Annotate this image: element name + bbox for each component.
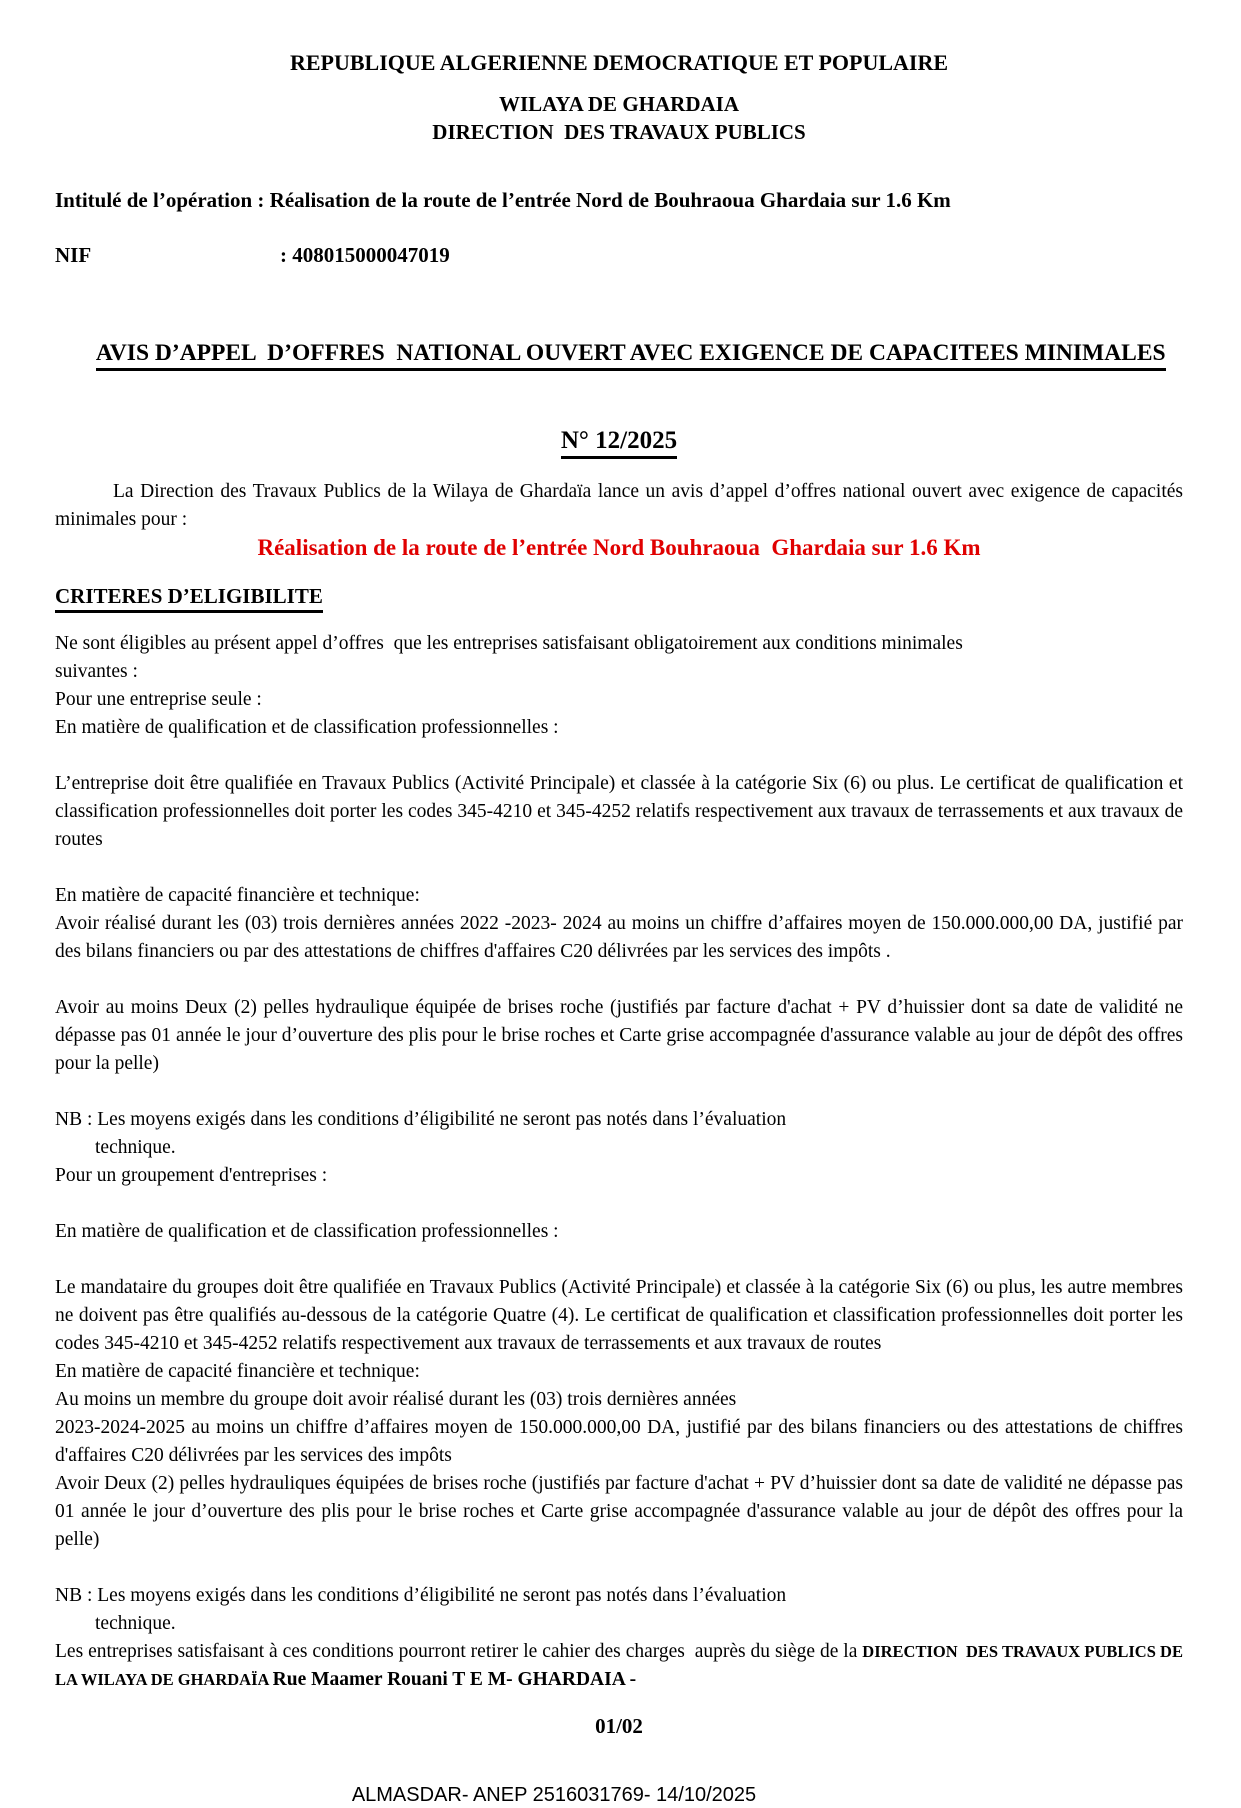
nif-row: [55, 242, 1183, 268]
group-equipment-text: Avoir Deux (2) pelles hydrauliques équipées de brises roche (justifiés par facture d'achat + PV d’huissier dont sa date de validité ne dépasse pas 01 année le jour d’ouverture des plis pour le brise roches et Carte grise accompagnée d'assurance valable au jour de dépôt des offres pour la pelle): [55, 1473, 1188, 1550]
single-qualification-text: L’entreprise doit être qualifiée en Travaux Publics (Activité Principale) et classée à la catégorie Six (6) ou plus. Le certificat de qualification et classification professionnelles doit porter les codes 345-4210 et 345-4252 relatifs respectivement aux travaux de terrassements et aux travaux de routes: [55, 773, 1188, 850]
operation-title-line: Intitulé de l’opération : Réalisation de la route de l’entrée Nord de Bouhraoua Ghardaia sur 1.6 Km: [55, 188, 951, 212]
nb-note-line2: technique.: [95, 1137, 176, 1158]
criteria-intro-line2: suivantes :: [55, 661, 138, 682]
group-financial-text: 2023-2024-2025 au moins un chiffre d’affaires moyen de 150.000.000,00 DA, justifié par des bilans financiers ou des attestations de chiffres d'affaires C20 délivrées par les services des impôts: [55, 1417, 1188, 1466]
criteria-heading: CRITERES D’ELIGIBILITE: [55, 582, 1183, 610]
project-title-red: Réalisation de la route de l’entrée Nord Bouhraoua Ghardaia sur 1.6 Km: [257, 535, 981, 560]
page-number: 01/02: [595, 1714, 643, 1738]
group-financial-heading: En matière de capacité financière et technique:: [55, 1361, 420, 1382]
single-equipment-text: Avoir au moins Deux (2) pelles hydraulique équipée de brises roche (justifiés par facture d'achat + PV d’huissier dont sa date de validité ne dépasse pas 01 année le jour d’ouverture des plis pour le brise roches et Carte grise accompagnée d'assurance valable au jour de dépôt des offres pour la pelle): [55, 997, 1188, 1074]
withdrawal-text-regular: Les entreprises satisfaisant à ces conditions pourront retirer le cahier des charges auprès du siège de la: [55, 1641, 863, 1662]
single-financial-heading: En matière de capacité financière et technique:: [55, 885, 420, 906]
nb-note-line1: NB : Les moyens exigés dans les conditions d’éligibilité ne seront pas notés dans l’évaluation: [55, 1109, 787, 1130]
notice-intro: La Direction des Travaux Publics de la Wilaya de Ghardaïa lance un avis d’appel d’offres national ouvert avec exigence de capacités minimales pour :: [55, 481, 1188, 530]
notice-number: N° 12/2025: [55, 426, 1183, 456]
nif-value: : 408015000047019: [280, 243, 450, 267]
group-qualification-heading: En matière de qualification et de classification professionnelles :: [55, 1221, 559, 1242]
nif-label: NIF: [55, 243, 92, 267]
header-direction: DIRECTION DES TRAVAUX PUBLICS: [432, 120, 806, 144]
header-wilaya: WILAYA DE GHARDAIA: [498, 92, 739, 116]
criteria-intro-line1: Ne sont éligibles au présent appel d’offres que les entreprises satisfaisant obligatoirement aux conditions minimales: [55, 633, 963, 654]
single-company-heading: Pour une entreprise seule :: [55, 689, 262, 710]
nb-note2-line2: technique.: [95, 1613, 176, 1634]
withdrawal-paragraph: [55, 1638, 1188, 1694]
single-financial-text: Avoir réalisé durant les (03) trois dernières années 2022 -2023- 2024 au moins un chiffre d’affaires moyen de 150.000.000,00 DA, justifié par des bilans financiers ou par des attestations de chiffres d'affaires C20 délivrées par les services des impôts .: [55, 913, 1188, 962]
notice-title: AVIS D’APPEL D’OFFRES NATIONAL OUVERT AVEC EXIGENCE DE CAPACITEES MINIMALES: [55, 308, 1183, 398]
withdrawal-direction-caps: DIRECTION DES TRAVAUX PUBLICS DE LA WILAYA DE GHARDAÏA: [55, 1642, 1188, 1689]
group-qualification-text: Le mandataire du groupes doit être qualifiée en Travaux Publics (Activité Principale) et classée à la catégorie Six (6) ou plus, les autre membres ne doivent pas être qualifiés au-dessous de la catégorie Quatre (4). Le certificat de qualification et classification professionnelles doit porter les codes 345-4210 et 345-4252 relatifs respectivement aux travaux de terrassements et aux travaux de routes: [55, 1277, 1188, 1354]
group-heading: Pour un groupement d'entreprises :: [55, 1165, 328, 1186]
single-qualification-heading: En matière de qualification et de classification professionnelles :: [55, 717, 559, 738]
nb-note2-line1: NB : Les moyens exigés dans les conditions d’éligibilité ne seront pas notés dans l’évaluation: [55, 1585, 787, 1606]
header-republic: REPUBLIQUE ALGERIENNE DEMOCRATIQUE ET POPULAIRE: [289, 50, 949, 75]
anep-footer-line: ALMASDAR- ANEP 2516031769- 14/10/2025: [351, 1784, 757, 1806]
group-financial-line1: Au moins un membre du groupe doit avoir réalisé durant les (03) trois dernières années: [55, 1389, 737, 1410]
withdrawal-address-bold: Rue Maamer Rouani T E M- GHARDAIA -: [272, 1669, 637, 1690]
